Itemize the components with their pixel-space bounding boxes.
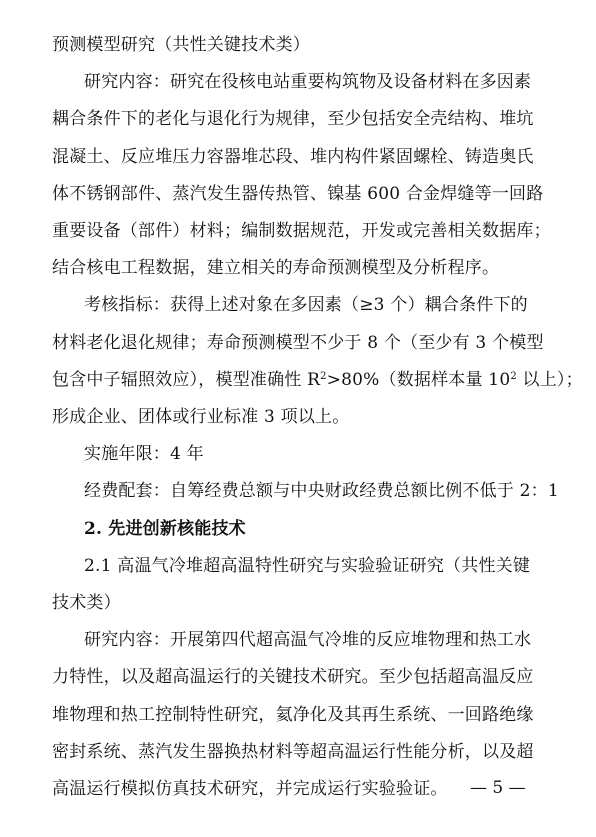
paragraph-line: 经费配套：自筹经费总额与中央财政经费总额比例不低于 2：1 — [84, 481, 559, 501]
paragraph-line: 研究内容：开展第四代超高温气冷堆的反应堆物理和热工水 — [84, 630, 532, 650]
paragraph-line: 考核指标：获得上述对象在多因素（≥3 个）耦合条件下的 — [84, 295, 528, 315]
paragraph-line: 混凝土、反应堆压力容器堆芯段、堆内构件紧固螺栓、铸造奥氏 — [52, 147, 534, 167]
paragraph-line: 密封系统、蒸汽发生器换热材料等超高温运行性能分析，以及超 — [52, 742, 534, 762]
paragraph-segment: 包含中子辐照效应），模型准确性 R — [52, 370, 321, 390]
paragraph-line: 高温运行模拟仿真技术研究，并完成运行实验验证。 — [52, 779, 448, 799]
superscript: 2 — [510, 371, 517, 382]
paragraph-line: 材料老化退化规律；寿命预测模型不少于 8 个（至少有 3 个模型 — [52, 333, 544, 353]
paragraph-line: 体不锈钢部件、蒸汽发生器传热管、镍基 600 合金焊缝等一回路 — [52, 184, 544, 204]
subsection-heading-line: 2.1 高温气冷堆超高温特性研究与实验验证研究（共性关键 — [84, 556, 531, 576]
paragraph-line: 力特性，以及超高温运行的关键技术研究。至少包括超高温反应 — [52, 667, 534, 687]
paragraph-line: 堆物理和热工控制特性研究，氦净化及其再生系统、一回路绝缘 — [52, 705, 534, 725]
subsection-heading-line: 技术类） — [52, 593, 121, 613]
paragraph-line — [52, 368, 583, 392]
paragraph-line: 结合核电工程数据，建立相关的寿命预测模型及分析程序。 — [52, 258, 500, 278]
paragraph-segment: >80%（数据样本量 10 — [326, 370, 511, 390]
paragraph-line: 研究内容：研究在役核电站重要构筑物及设备材料在多因素 — [84, 72, 532, 92]
paragraph-line: 形成企业、团体或行业标准 3 项以上。 — [52, 407, 350, 427]
paragraph-line: 重要设备（部件）材料；编制数据规范，开发或完善相关数据库； — [52, 221, 551, 241]
paragraph-segment: 以上）； — [516, 370, 583, 390]
section-heading: 2. 先进创新核能技术 — [84, 519, 246, 539]
section-title-line: 预测模型研究（共性关键技术类） — [52, 35, 310, 55]
superscript: 2 — [320, 371, 327, 382]
paragraph-line: 耦合条件下的老化与退化行为规律，至少包括安全壳结构、堆坑 — [52, 109, 534, 129]
paragraph-line: 实施年限：4 年 — [84, 444, 204, 464]
page-number: — 5 — — [470, 778, 526, 798]
